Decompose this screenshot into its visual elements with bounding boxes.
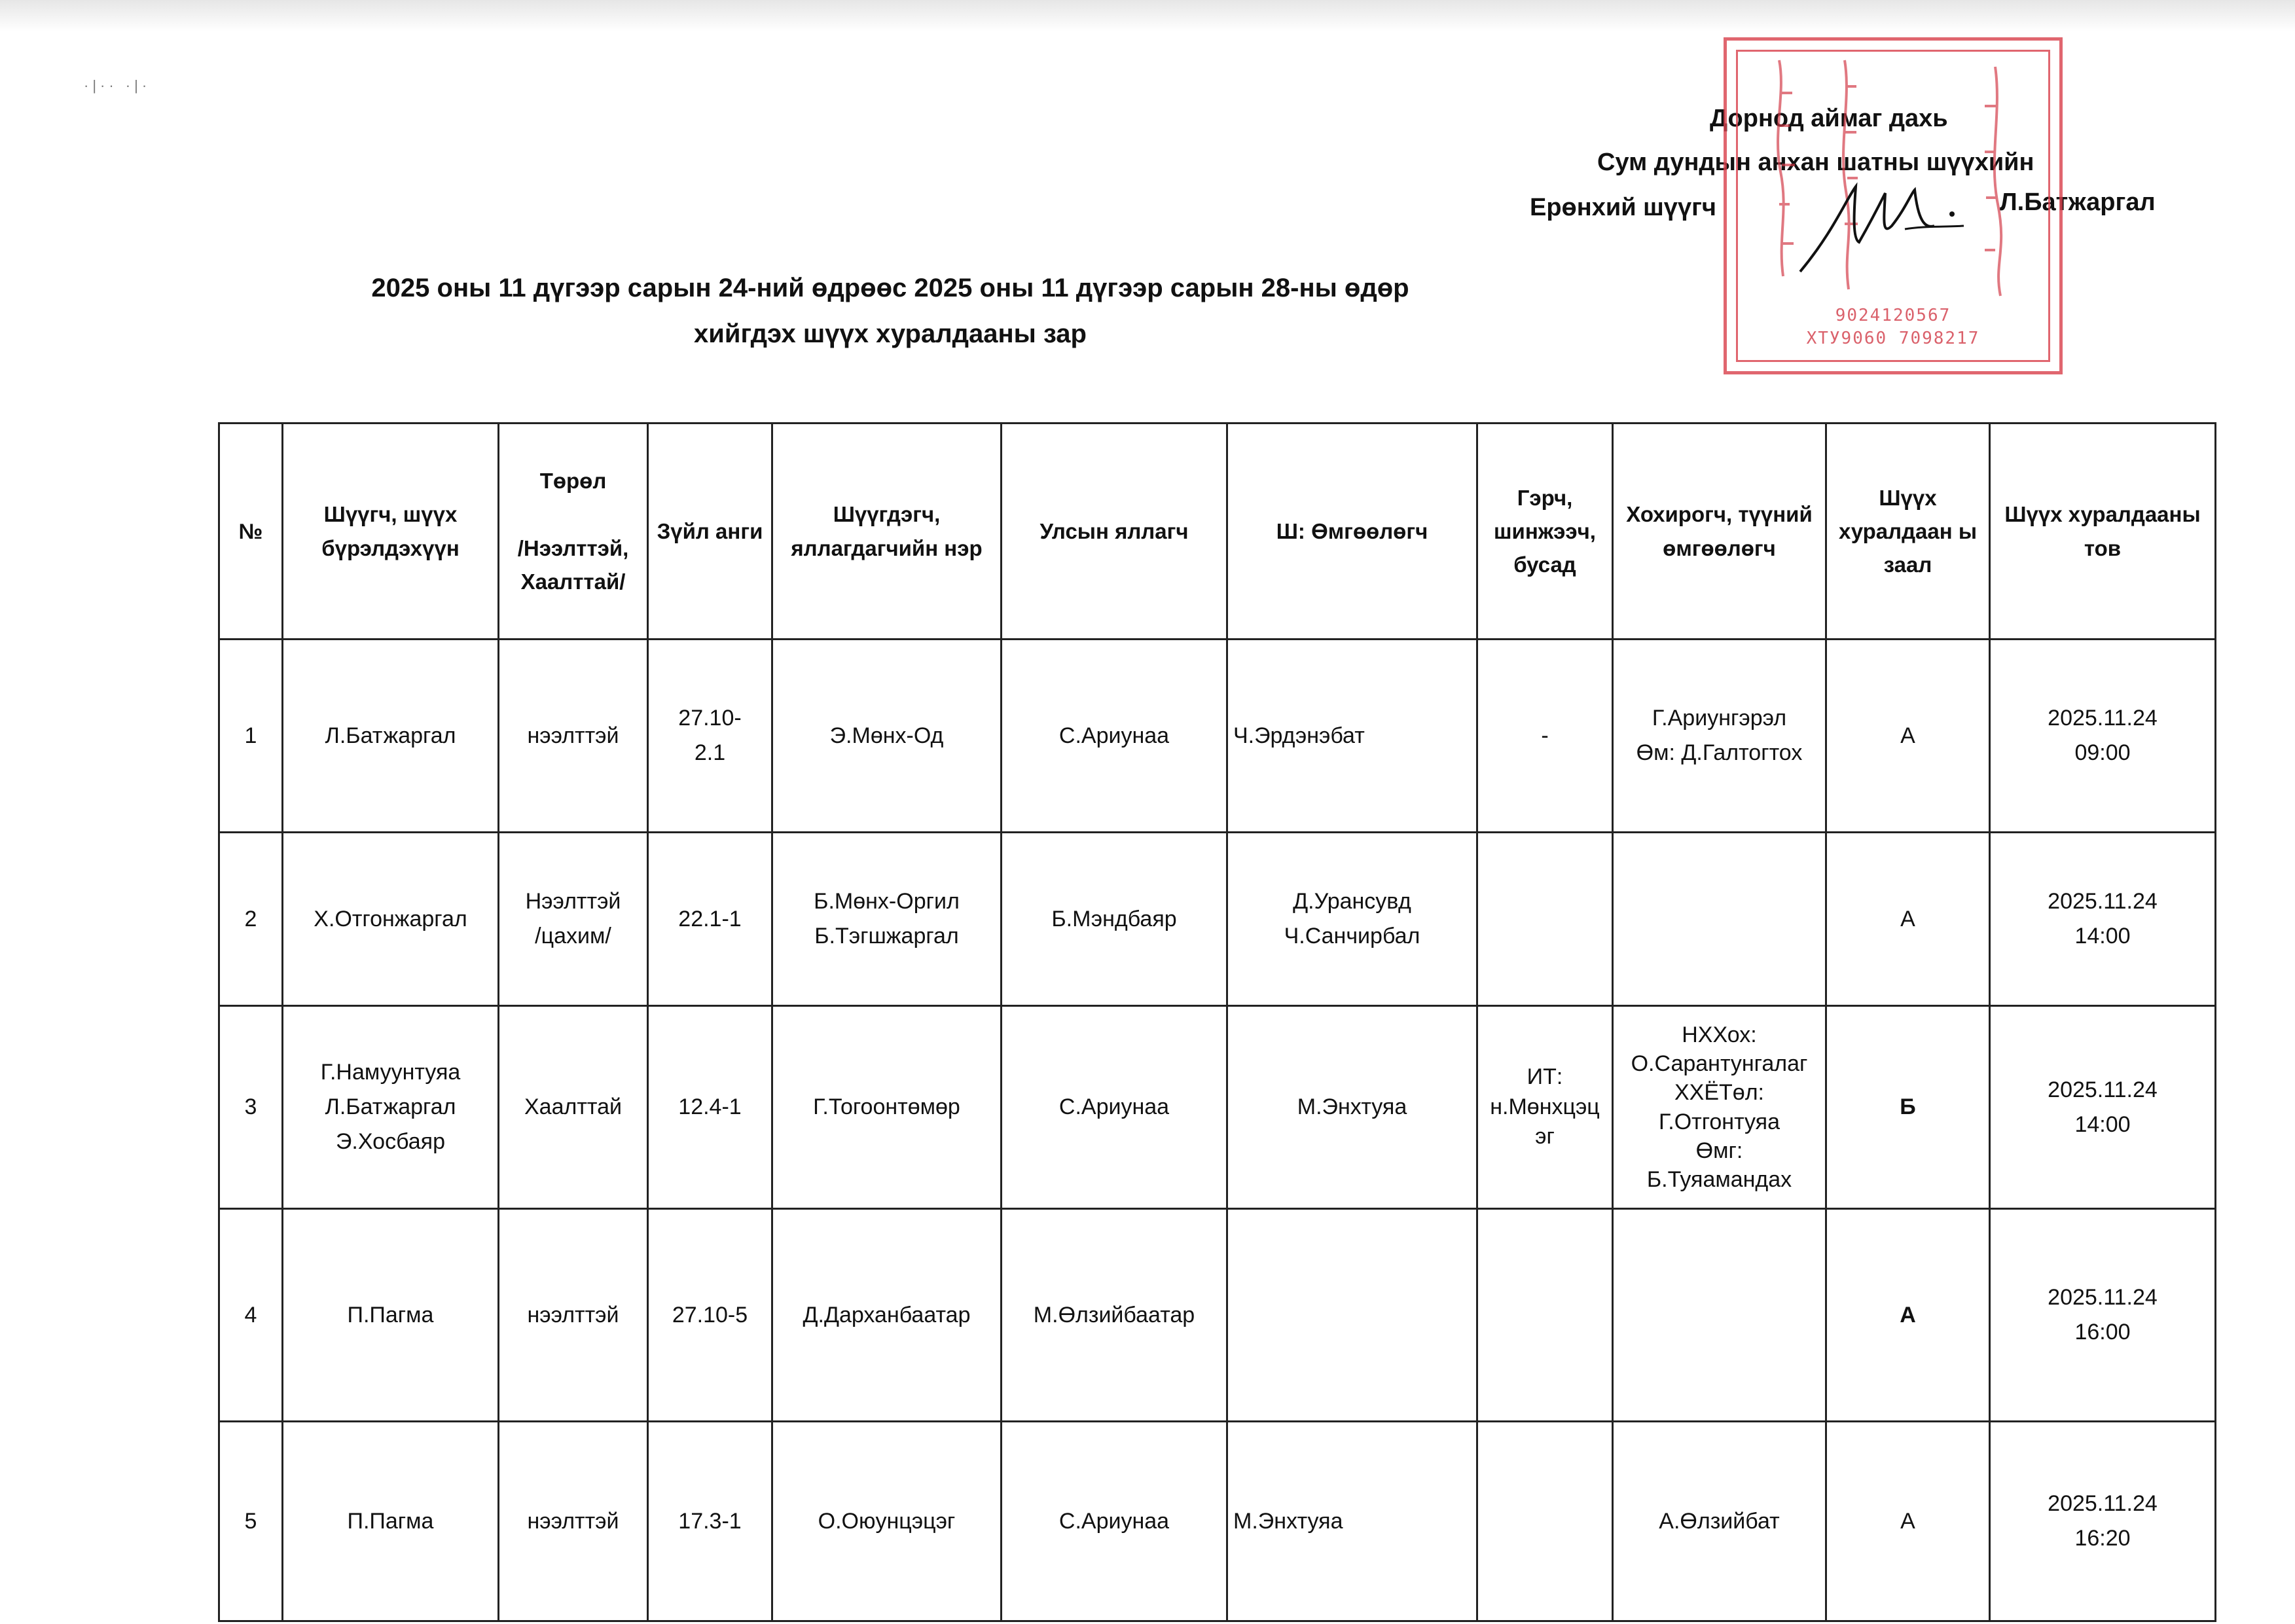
row-defendant: Г.Тогоонтөмөр	[772, 1006, 1002, 1209]
row-defender: Ч.Эрдэнэбат	[1227, 640, 1477, 833]
row-hall: А	[1826, 833, 1990, 1006]
row-hall: А	[1826, 1209, 1990, 1422]
row-witness: ИТ: н.Мөнхцэц эг	[1477, 1006, 1613, 1209]
header-article: Зүйл анги	[648, 424, 772, 640]
row-number: 5	[219, 1422, 283, 1621]
row-number: 2	[219, 833, 283, 1006]
row-article: 27.10- 2.1	[648, 640, 772, 833]
row-number: 4	[219, 1209, 283, 1422]
row-judge: Х.Отгонжаргал	[283, 833, 499, 1006]
row-prosecutor: М.Өлзийбаатар	[1002, 1209, 1227, 1422]
row-victim: НХХох: О.Сарантунгалаг ХХЁТөл: Г.Отгонтуяа Өмг: Б.Туяамандах	[1613, 1006, 1826, 1209]
judge-signature	[1794, 180, 1970, 278]
row-judge: Л.Батжаргал	[283, 640, 499, 833]
row-schedule: 2025.11.24 14:00	[1990, 1006, 2216, 1209]
header-witness: Гэрч, шинжээч, бусад	[1477, 424, 1613, 640]
stamp-number-1: 9024120567	[1835, 306, 1951, 325]
row-number: 1	[219, 640, 283, 833]
table-row	[219, 833, 2216, 1006]
table-row	[219, 640, 2216, 833]
hearings-table	[218, 422, 2216, 1622]
table-header-row	[219, 424, 2216, 640]
header-type: Төрөл /Нээлттэй, Хаалттай/	[499, 424, 648, 640]
row-defendant: Э.Мөнх-Од	[772, 640, 1002, 833]
approval-line-2: Сум дундын анхан шатны шүүхийн	[1597, 149, 2034, 176]
row-schedule: 2025.11.24 09:00	[1990, 640, 2216, 833]
row-defender	[1227, 1209, 1477, 1422]
table-row	[219, 1209, 2216, 1422]
header-judge: Шүүгч, шүүх бүрэлдэхүүн	[283, 424, 499, 640]
scan-marks: ·|·· ·|·	[84, 77, 151, 94]
row-prosecutor: С.Ариунаа	[1002, 1422, 1227, 1621]
row-victim	[1613, 833, 1826, 1006]
approval-judge-name: Л.Батжаргал	[2000, 189, 2156, 216]
row-prosecutor: С.Ариунаа	[1002, 1006, 1227, 1209]
approval-line-1: Дорнод аймаг дахь	[1710, 105, 1948, 132]
header-prosecutor: Улсын яллагч	[1002, 424, 1227, 640]
header-schedule: Шүүх хуралдааны тов	[1990, 424, 2216, 640]
row-article: 27.10-5	[648, 1209, 772, 1422]
row-victim: А.Өлзийбат	[1613, 1422, 1826, 1621]
row-type: Нээлттэй /цахим/	[499, 833, 648, 1006]
row-judge: П.Пагма	[283, 1422, 499, 1621]
stamp-number-2: ХТУ9060 7098217	[1806, 329, 1980, 348]
row-victim	[1613, 1209, 1826, 1422]
row-type: нээлттэй	[499, 1209, 648, 1422]
row-schedule: 2025.11.24 16:00	[1990, 1209, 2216, 1422]
row-article: 22.1-1	[648, 833, 772, 1006]
row-schedule: 2025.11.24 16:20	[1990, 1422, 2216, 1621]
row-witness	[1477, 1422, 1613, 1621]
row-witness: -	[1477, 640, 1613, 833]
document-title-line-2: хийгдэх шүүх хуралдааны зар	[694, 319, 1087, 348]
row-schedule: 2025.11.24 14:00	[1990, 833, 2216, 1006]
header-hall: Шүүх хуралдаан ы заал	[1826, 424, 1990, 640]
row-witness	[1477, 1209, 1613, 1422]
row-victim: Г.Ариунгэрэл Өм: Д.Галтогтох	[1613, 640, 1826, 833]
row-defendant: О.Оюунцэцэг	[772, 1422, 1002, 1621]
row-hall: Б	[1826, 1006, 1990, 1209]
row-witness	[1477, 833, 1613, 1006]
header-defender: Ш: Өмгөөлөгч	[1227, 424, 1477, 640]
row-number: 3	[219, 1006, 283, 1209]
row-type: нээлттэй	[499, 1422, 648, 1621]
row-prosecutor: С.Ариунаа	[1002, 640, 1227, 833]
row-defendant: Б.Мөнх-Оргил Б.Тэгшжаргал	[772, 833, 1002, 1006]
row-article: 12.4-1	[648, 1006, 772, 1209]
header-number: №	[219, 424, 283, 640]
row-defender: Д.Урансувд Ч.Санчирбал	[1227, 833, 1477, 1006]
table-row	[219, 1422, 2216, 1621]
row-defender: М.Энхтуяа	[1227, 1422, 1477, 1621]
header-victim: Хохирогч, түүний өмгөөлөгч	[1613, 424, 1826, 640]
row-defender: М.Энхтуяа	[1227, 1006, 1477, 1209]
row-defendant: Д.Дарханбаатар	[772, 1209, 1002, 1422]
document-title-line-1: 2025 оны 11 дүгээр сарын 24-ний өдрөөс 2025 оны 11 дүгээр сарын 28-ны өдөр	[371, 274, 1409, 302]
header-defendant: Шүүгдэгч, яллагдагчийн нэр	[772, 424, 1002, 640]
row-hall: А	[1826, 640, 1990, 833]
scan-edge	[0, 0, 2295, 31]
table-row	[219, 1006, 2216, 1209]
row-type: Хаалттай	[499, 1006, 648, 1209]
approval-title: Ерөнхий шүүгч	[1530, 194, 1716, 221]
row-type: нээлттэй	[499, 640, 648, 833]
row-prosecutor: Б.Мэндбаяр	[1002, 833, 1227, 1006]
row-judge: П.Пагма	[283, 1209, 499, 1422]
row-article: 17.3-1	[648, 1422, 772, 1621]
row-judge: Г.Намуунтуяа Л.Батжаргал Э.Хосбаяр	[283, 1006, 499, 1209]
row-hall: А	[1826, 1422, 1990, 1621]
